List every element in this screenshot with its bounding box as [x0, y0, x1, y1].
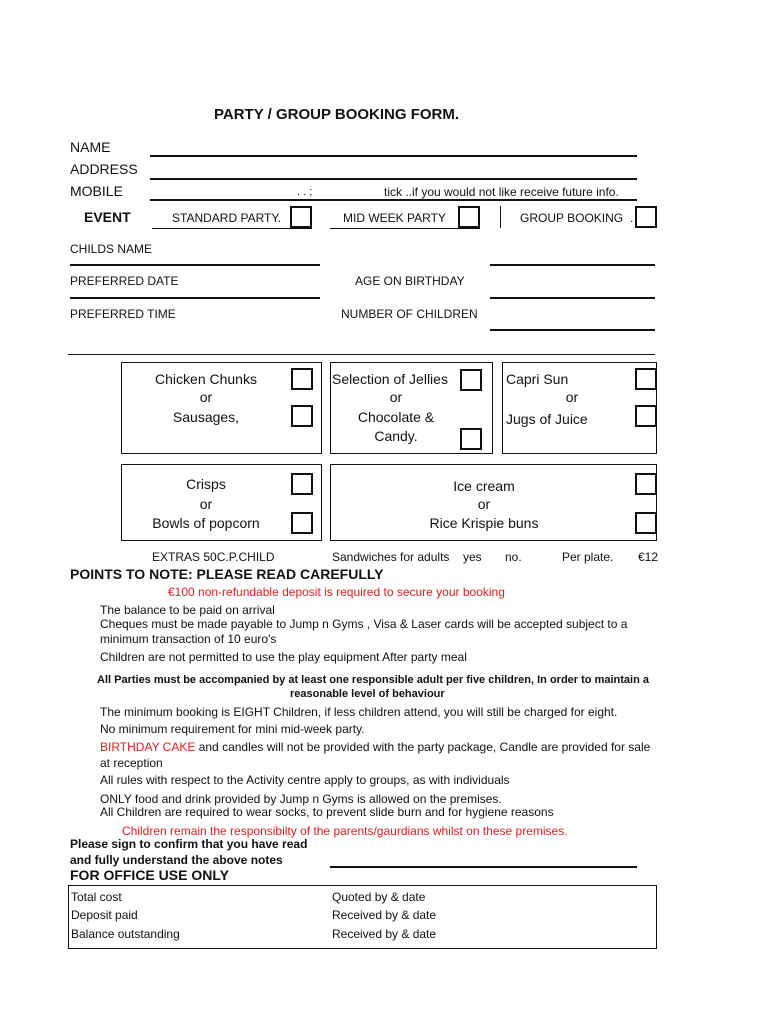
juice-checkbox[interactable]: [635, 405, 657, 427]
event-divider: [500, 206, 501, 228]
capri-checkbox[interactable]: [635, 368, 657, 390]
sausages-checkbox[interactable]: [291, 405, 313, 427]
menu-icecream: Ice cream: [453, 478, 515, 494]
office-heading: FOR OFFICE USE ONLY: [70, 867, 229, 883]
childs-name-field[interactable]: [70, 264, 320, 266]
notes-socks: All Children are required to wear socks, to prevent slide burn and for hygiene reasons: [100, 805, 554, 819]
office-quoted: Quoted by & date: [332, 890, 426, 904]
menu-chocolate: Chocolate &: [357, 409, 435, 425]
page-title: PARTY / GROUP BOOKING FORM.: [214, 106, 460, 123]
notes-cheques-1: Cheques must be made payable to Jump n Gyms , Visa & Laser cards will be accepted subject to a: [100, 617, 628, 631]
office-total-cost: Total cost: [71, 890, 122, 904]
preferred-date-label: PREFERRED DATE: [70, 274, 179, 288]
rice-checkbox[interactable]: [635, 512, 657, 534]
mobile-mark: . . ;: [297, 186, 313, 198]
notes-responsibility: Children remain the responsibilty of the parents/gaurdians whilst on these premises.: [122, 824, 568, 838]
standard-party-checkbox[interactable]: [290, 206, 312, 228]
notes-heading: POINTS TO NOTE: PLEASE READ CAREFULLY: [70, 566, 384, 582]
sign-note-2: and fully understand the above notes: [70, 853, 283, 867]
office-received-2: Received by & date: [332, 927, 437, 941]
chocolate-checkbox[interactable]: [460, 428, 482, 450]
menu-or: or: [389, 389, 403, 405]
menu-or: or: [477, 496, 491, 512]
notes-deposit: €100 non-refundable deposit is required to secure your booking: [168, 585, 505, 599]
extras-per-plate: Per plate.: [562, 550, 614, 564]
menu-rice: Rice Krispie buns: [429, 515, 539, 531]
extras-child: EXTRAS 50C.P.CHILD: [152, 550, 275, 564]
crisps-checkbox[interactable]: [291, 473, 313, 495]
notes-cake-red: BIRTHDAY CAKE: [100, 740, 196, 754]
group-booking-mark: .: [630, 211, 634, 225]
notes-food: ONLY food and drink provided by Jump n Gyms is allowed on the premises.: [100, 792, 502, 806]
notes-minimum-2: No minimum requirement for mini mid-week party.: [100, 722, 365, 736]
icecream-checkbox[interactable]: [635, 473, 657, 495]
notes-cake-rest: and candles will not be provided with the party package, Candle are provided for sale: [195, 740, 651, 754]
menu-capri: Capri Sun: [506, 371, 569, 387]
age-on-birthday-field[interactable]: [490, 297, 655, 299]
notes-minimum-1: The minimum booking is EIGHT Children, if less children attend, you will still be charged for eight.: [100, 705, 618, 719]
notes-accompanied-1: All Parties must be accompanied by at least one responsible adult per five children, In order to maintain a: [97, 674, 649, 686]
age-on-birthday-label: AGE ON BIRTHDAY: [355, 274, 465, 288]
office-deposit-paid: Deposit paid: [71, 908, 138, 922]
office-received-1: Received by & date: [332, 908, 437, 922]
extras-no: no.: [505, 550, 522, 564]
address-field[interactable]: [150, 178, 637, 180]
chicken-checkbox[interactable]: [291, 368, 313, 390]
section-divider: [68, 354, 655, 355]
signature-field[interactable]: [330, 866, 637, 868]
name-field[interactable]: [150, 155, 637, 157]
menu-juice: Jugs of Juice: [506, 411, 588, 427]
preferred-date-field[interactable]: [70, 297, 320, 299]
notes-cake-2: at reception: [100, 756, 163, 770]
midweek-party-label: MID WEEK PARTY: [343, 211, 446, 225]
menu-chicken: Chicken Chunks: [155, 371, 257, 387]
mobile-note: tick ..if you would not like receive future info.: [384, 185, 619, 199]
menu-sausages: Sausages,: [172, 409, 240, 425]
menu-jellies: Selection of Jellies: [332, 371, 448, 387]
menu-crisps: Crisps: [186, 476, 226, 492]
menu-popcorn: Bowls of popcorn: [152, 515, 260, 531]
notes-rules: All rules with respect to the Activity centre apply to groups, as with individuals: [100, 773, 510, 787]
extras-yes: yes: [463, 550, 482, 564]
name-label: NAME: [70, 139, 111, 155]
notes-balance: The balance to be paid on arrival: [100, 603, 275, 617]
group-booking-checkbox[interactable]: [635, 206, 657, 228]
extras-sandwiches: Sandwiches for adults: [332, 550, 450, 564]
childs-name-label: CHILDS NAME: [70, 242, 153, 256]
number-of-children-label: NUMBER OF CHILDREN: [341, 307, 478, 321]
office-balance-outstanding: Balance outstanding: [71, 927, 180, 941]
preferred-time-label: PREFERRED TIME: [70, 307, 176, 321]
sign-note-1: Please sign to confirm that you have read: [70, 837, 308, 851]
address-label: ADDRESS: [70, 161, 138, 177]
menu-or: or: [199, 496, 213, 512]
extras-price: €12: [638, 550, 659, 564]
menu-or: or: [199, 389, 213, 405]
notes-accompanied-2: reasonable level of behaviour: [290, 688, 445, 700]
mobile-label: MOBILE: [70, 183, 123, 199]
mobile-field[interactable]: [150, 199, 637, 201]
midweek-party-checkbox[interactable]: [458, 206, 480, 228]
childs-name-field-right[interactable]: [490, 264, 655, 266]
standard-party-underline: [152, 228, 312, 229]
midweek-party-underline: [330, 228, 480, 229]
notes-cheques-2: minimum transaction of 10 euro's: [100, 632, 277, 646]
popcorn-checkbox[interactable]: [291, 512, 313, 534]
notes-children-play: Children are not permitted to use the play equipment After party meal: [100, 650, 467, 664]
notes-cake-1: [100, 740, 650, 754]
group-booking-label: GROUP BOOKING: [520, 211, 624, 225]
standard-party-label: STANDARD PARTY.: [172, 211, 282, 225]
menu-or: or: [565, 389, 579, 405]
number-of-children-field[interactable]: [490, 329, 655, 331]
jellies-checkbox[interactable]: [460, 369, 482, 391]
menu-candy: Candy.: [374, 428, 418, 444]
event-label: EVENT: [84, 209, 131, 225]
